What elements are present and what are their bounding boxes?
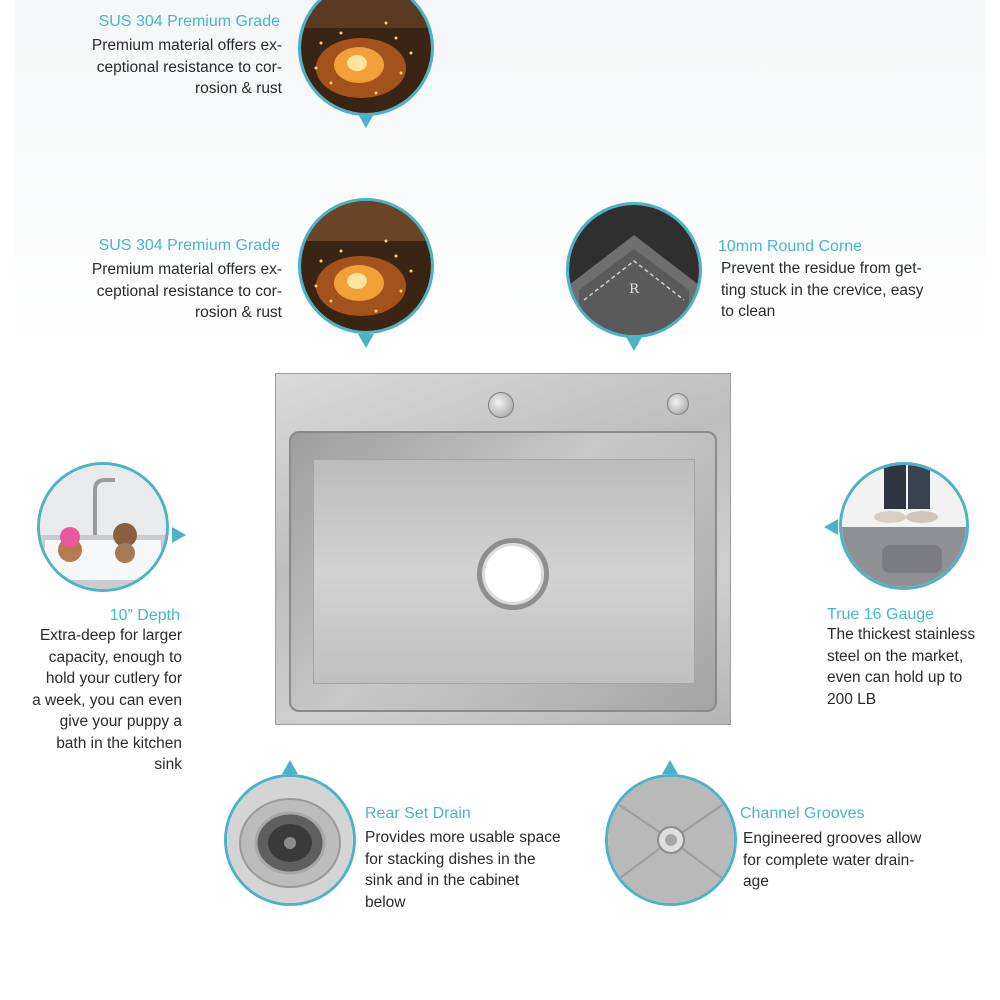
drain-image — [224, 774, 356, 906]
sus-pointer — [358, 334, 374, 348]
drain-desc: Provides more usable space for stacking dishes in the sink and in the cabinet below — [365, 829, 561, 911]
corner-pointer — [626, 337, 642, 351]
corner-title: 10mm Round Corne — [718, 238, 863, 255]
sus-top-pointer — [358, 114, 374, 128]
gauge-pointer — [824, 519, 838, 535]
depth-desc: Extra-deep for larger capacity, enough to hold your cutlery for a week, you can even give your puppy a bath in the kitchen sink — [32, 627, 182, 773]
drain-pointer — [282, 760, 298, 774]
sink-drain-hole — [477, 538, 549, 610]
standing-on-sink-image — [839, 462, 969, 590]
corner-desc: Prevent the residue from get- ting stuck in the crevice, easy to clean — [721, 260, 924, 320]
drain-title: Rear Set Drain — [365, 805, 471, 822]
sus-title: SUS 304 Premium Grade — [98, 237, 280, 254]
grooves-pointer — [662, 760, 678, 774]
gauge-title: True 16 Gauge — [827, 606, 935, 623]
sink-bowl — [289, 431, 717, 712]
depth-title: 10” Depth — [109, 607, 180, 624]
sink-product-image — [275, 373, 731, 725]
sus-desc: Premium material offers ex- ceptional resistance to cor- rosion & rust — [91, 261, 282, 321]
faucet-hole — [488, 392, 514, 418]
grooves-desc: Engineered grooves allow for complete water drain- age — [743, 830, 922, 890]
soap-hole — [667, 393, 689, 415]
grooves-title: Channel Grooves — [740, 805, 865, 822]
depth-pointer — [172, 527, 186, 543]
grooves-image — [605, 774, 737, 906]
corner-image — [566, 202, 702, 338]
gauge-desc: The thickest stainless steel on the market, even can hold up to 200 LB — [827, 626, 976, 708]
sus-top-desc: Premium material offers ex- ceptional resistance to cor- rosion & rust — [91, 37, 282, 97]
sus-top-title: SUS 304 Premium Grade — [98, 13, 280, 30]
sparks-image — [298, 198, 434, 334]
puppy-sink-image — [37, 462, 169, 592]
corner-mark: R — [629, 282, 639, 297]
